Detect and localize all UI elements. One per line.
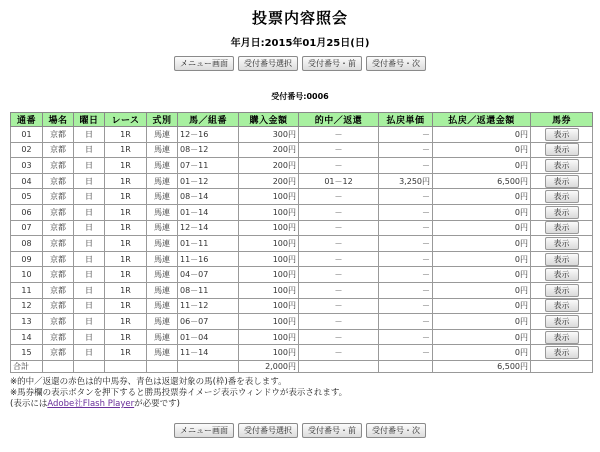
row-payout: 0円 <box>433 127 531 143</box>
show-ticket-button[interactable]: 表示 <box>545 268 579 281</box>
row-no: 08 <box>11 236 43 252</box>
row-no: 04 <box>11 173 43 189</box>
show-ticket-button[interactable]: 表示 <box>545 346 579 359</box>
table-row <box>11 314 593 330</box>
row-race: 1R <box>105 298 147 314</box>
row-no: 05 <box>11 189 43 205</box>
row-hit: － <box>299 158 379 174</box>
row-race: 1R <box>105 267 147 283</box>
row-type: 馬連 <box>147 345 178 361</box>
empty-cell <box>531 360 593 372</box>
note-suffix: が必要です) <box>134 399 180 409</box>
row-amount: 300円 <box>239 127 299 143</box>
row-place: 京都 <box>43 127 74 143</box>
row-combo: 06－07 <box>178 314 239 330</box>
row-unit: － <box>379 189 433 205</box>
row-no: 15 <box>11 345 43 361</box>
row-race: 1R <box>105 142 147 158</box>
row-hit: － <box>299 345 379 361</box>
receipt-number: 受付番号:0006 <box>271 92 329 101</box>
row-day: 日 <box>74 251 105 267</box>
row-day: 日 <box>74 220 105 236</box>
show-ticket-button[interactable]: 表示 <box>545 237 579 250</box>
table-row <box>11 329 593 345</box>
row-hit: － <box>299 220 379 236</box>
row-payout: 0円 <box>433 282 531 298</box>
row-hit: － <box>299 282 379 298</box>
row-amount: 200円 <box>239 173 299 189</box>
row-day: 日 <box>74 142 105 158</box>
col-header-race: レース <box>105 113 147 127</box>
row-hit: － <box>299 127 379 143</box>
total-label: 合計 <box>11 360 43 372</box>
row-unit: － <box>379 236 433 252</box>
row-type: 馬連 <box>147 298 178 314</box>
row-amount: 100円 <box>239 204 299 220</box>
empty-cell <box>147 360 178 372</box>
total-payout: 6,500円 <box>433 360 531 372</box>
col-header-combo: 馬／組番 <box>178 113 239 127</box>
row-hit: － <box>299 189 379 205</box>
col-header-unit: 払戻単価 <box>379 113 433 127</box>
row-race: 1R <box>105 314 147 330</box>
row-type: 馬連 <box>147 127 178 143</box>
row-day: 日 <box>74 189 105 205</box>
table-row <box>11 127 593 143</box>
row-race: 1R <box>105 329 147 345</box>
show-ticket-button[interactable]: 表示 <box>545 190 579 203</box>
row-ticket <box>531 314 593 330</box>
row-payout: 0円 <box>433 142 531 158</box>
row-combo: 04－07 <box>178 267 239 283</box>
row-combo: 01－14 <box>178 204 239 220</box>
row-ticket <box>531 204 593 220</box>
table-row <box>11 142 593 158</box>
table-row <box>11 173 593 189</box>
row-unit: － <box>379 142 433 158</box>
row-day: 日 <box>74 329 105 345</box>
col-header-place: 場名 <box>43 113 74 127</box>
row-combo: 12－14 <box>178 220 239 236</box>
table-row <box>11 298 593 314</box>
empty-cell <box>379 360 433 372</box>
row-type: 馬連 <box>147 267 178 283</box>
row-unit: － <box>379 204 433 220</box>
row-day: 日 <box>74 298 105 314</box>
col-header-payout: 払戻／返還金額 <box>433 113 531 127</box>
row-combo: 08－14 <box>178 189 239 205</box>
row-day: 日 <box>74 236 105 252</box>
row-amount: 200円 <box>239 158 299 174</box>
row-race: 1R <box>105 220 147 236</box>
row-no: 11 <box>11 282 43 298</box>
row-no: 01 <box>11 127 43 143</box>
row-unit: － <box>379 251 433 267</box>
receipt-select-button[interactable]: 受付番号選択 <box>238 423 298 438</box>
row-amount: 200円 <box>239 142 299 158</box>
row-type: 馬連 <box>147 251 178 267</box>
row-no: 14 <box>11 329 43 345</box>
receipt-next-button[interactable]: 受付番号・次 <box>366 423 426 438</box>
row-payout: 0円 <box>433 329 531 345</box>
show-ticket-button[interactable]: 表示 <box>545 159 579 172</box>
row-no: 02 <box>11 142 43 158</box>
show-ticket-button[interactable]: 表示 <box>545 315 579 328</box>
row-payout: 0円 <box>433 220 531 236</box>
show-ticket-button[interactable]: 表示 <box>545 221 579 234</box>
table-row <box>11 204 593 220</box>
row-type: 馬連 <box>147 282 178 298</box>
bottom-nav-buttons <box>0 423 600 438</box>
row-hit: － <box>299 314 379 330</box>
show-ticket-button[interactable]: 表示 <box>545 206 579 219</box>
row-no: 07 <box>11 220 43 236</box>
row-hit: － <box>299 236 379 252</box>
row-amount: 100円 <box>239 329 299 345</box>
row-unit: － <box>379 267 433 283</box>
receipt-next-button[interactable]: 受付番号・次 <box>366 56 426 71</box>
row-type: 馬連 <box>147 329 178 345</box>
row-place: 京都 <box>43 142 74 158</box>
show-ticket-button[interactable]: 表示 <box>545 284 579 297</box>
row-combo: 11－16 <box>178 251 239 267</box>
receipt-select-button[interactable]: 受付番号選択 <box>238 56 298 71</box>
row-place: 京都 <box>43 314 74 330</box>
row-combo: 08－12 <box>178 142 239 158</box>
row-payout: 0円 <box>433 345 531 361</box>
row-day: 日 <box>74 127 105 143</box>
row-combo: 01－12 <box>178 173 239 189</box>
row-payout: 0円 <box>433 251 531 267</box>
row-race: 1R <box>105 282 147 298</box>
row-type: 馬連 <box>147 158 178 174</box>
table-row <box>11 236 593 252</box>
show-ticket-button[interactable]: 表示 <box>545 128 579 141</box>
row-unit: － <box>379 158 433 174</box>
row-ticket <box>531 345 593 361</box>
total-amount: 2,000円 <box>239 360 299 372</box>
row-place: 京都 <box>43 189 74 205</box>
row-place: 京都 <box>43 345 74 361</box>
table-row <box>11 189 593 205</box>
receipt-prev-button[interactable]: 受付番号・前 <box>302 423 362 438</box>
menu-screen-button[interactable]: メニュー画面 <box>174 423 234 438</box>
row-day: 日 <box>74 173 105 189</box>
table-row <box>11 267 593 283</box>
row-unit: － <box>379 345 433 361</box>
row-unit: － <box>379 298 433 314</box>
row-race: 1R <box>105 251 147 267</box>
total-row <box>11 360 593 372</box>
row-hit: － <box>299 142 379 158</box>
row-amount: 100円 <box>239 189 299 205</box>
row-amount: 100円 <box>239 314 299 330</box>
col-header-amount: 購入金額 <box>239 113 299 127</box>
row-place: 京都 <box>43 298 74 314</box>
row-hit: － <box>299 267 379 283</box>
row-ticket <box>531 251 593 267</box>
show-ticket-button[interactable]: 表示 <box>545 331 579 344</box>
row-day: 日 <box>74 267 105 283</box>
note-line-3 <box>10 399 347 410</box>
table-row <box>11 158 593 174</box>
empty-cell <box>43 360 74 372</box>
row-race: 1R <box>105 236 147 252</box>
row-type: 馬連 <box>147 142 178 158</box>
row-combo: 11－14 <box>178 345 239 361</box>
row-ticket <box>531 189 593 205</box>
row-race: 1R <box>105 204 147 220</box>
row-combo: 01－04 <box>178 329 239 345</box>
row-ticket <box>531 142 593 158</box>
row-ticket <box>531 127 593 143</box>
table-row <box>11 345 593 361</box>
row-place: 京都 <box>43 220 74 236</box>
col-header-day: 曜日 <box>74 113 105 127</box>
row-amount: 100円 <box>239 282 299 298</box>
date-label: 年月日:2015年01月25日(日) <box>230 38 370 49</box>
note-line-1: ※的中／返還の赤色は的中馬券、青色は返還対象の馬(枠)番を表します。 <box>10 377 287 387</box>
empty-cell <box>178 360 239 372</box>
row-hit: － <box>299 251 379 267</box>
row-place: 京都 <box>43 329 74 345</box>
show-ticket-button[interactable]: 表示 <box>545 175 579 188</box>
row-type: 馬連 <box>147 236 178 252</box>
row-ticket <box>531 173 593 189</box>
row-payout: 0円 <box>433 298 531 314</box>
row-combo: 12－16 <box>178 127 239 143</box>
menu-screen-button[interactable]: メニュー画面 <box>174 56 234 71</box>
row-hit: － <box>299 204 379 220</box>
row-combo: 08－11 <box>178 282 239 298</box>
row-payout: 0円 <box>433 236 531 252</box>
row-ticket <box>531 282 593 298</box>
show-ticket-button[interactable]: 表示 <box>545 299 579 312</box>
row-race: 1R <box>105 158 147 174</box>
row-combo: 07－11 <box>178 158 239 174</box>
row-place: 京都 <box>43 282 74 298</box>
row-place: 京都 <box>43 236 74 252</box>
row-day: 日 <box>74 204 105 220</box>
row-no: 09 <box>11 251 43 267</box>
row-place: 京都 <box>43 251 74 267</box>
row-type: 馬連 <box>147 173 178 189</box>
row-race: 1R <box>105 189 147 205</box>
row-ticket <box>531 220 593 236</box>
row-day: 日 <box>74 282 105 298</box>
row-place: 京都 <box>43 173 74 189</box>
show-ticket-button[interactable]: 表示 <box>545 143 579 156</box>
row-unit: － <box>379 329 433 345</box>
col-header-ticket: 馬券 <box>531 113 593 127</box>
row-amount: 100円 <box>239 345 299 361</box>
row-place: 京都 <box>43 204 74 220</box>
table-row <box>11 251 593 267</box>
row-type: 馬連 <box>147 314 178 330</box>
row-no: 06 <box>11 204 43 220</box>
top-nav-buttons <box>0 56 600 71</box>
row-payout: 0円 <box>433 189 531 205</box>
bets-table <box>10 112 593 373</box>
row-payout: 0円 <box>433 158 531 174</box>
row-day: 日 <box>74 345 105 361</box>
row-ticket <box>531 329 593 345</box>
empty-cell <box>74 360 105 372</box>
flash-player-link[interactable]: Adobe社Flash Player <box>47 399 135 409</box>
col-header-hit: 的中／返還 <box>299 113 379 127</box>
row-payout: 0円 <box>433 204 531 220</box>
row-no: 12 <box>11 298 43 314</box>
row-ticket <box>531 298 593 314</box>
col-header-type: 式別 <box>147 113 178 127</box>
row-ticket <box>531 267 593 283</box>
row-amount: 100円 <box>239 267 299 283</box>
table-row <box>11 282 593 298</box>
page-title: 投票内容照会 <box>251 9 348 27</box>
row-payout: 6,500円 <box>433 173 531 189</box>
row-unit: 3,250円 <box>379 173 433 189</box>
row-unit: － <box>379 282 433 298</box>
row-type: 馬連 <box>147 189 178 205</box>
table-header-row <box>11 113 593 127</box>
row-amount: 100円 <box>239 251 299 267</box>
row-amount: 100円 <box>239 220 299 236</box>
row-hit: 01－12 <box>299 173 379 189</box>
empty-cell <box>105 360 147 372</box>
show-ticket-button[interactable]: 表示 <box>545 253 579 266</box>
row-race: 1R <box>105 345 147 361</box>
row-hit: － <box>299 298 379 314</box>
row-place: 京都 <box>43 158 74 174</box>
row-amount: 100円 <box>239 298 299 314</box>
notes <box>10 377 347 410</box>
row-day: 日 <box>74 158 105 174</box>
row-type: 馬連 <box>147 204 178 220</box>
row-payout: 0円 <box>433 314 531 330</box>
row-unit: － <box>379 220 433 236</box>
receipt-prev-button[interactable]: 受付番号・前 <box>302 56 362 71</box>
row-no: 10 <box>11 267 43 283</box>
row-ticket <box>531 236 593 252</box>
table-row <box>11 220 593 236</box>
row-unit: － <box>379 314 433 330</box>
row-hit: － <box>299 329 379 345</box>
note-prefix: (表示には <box>10 399 48 409</box>
row-type: 馬連 <box>147 220 178 236</box>
empty-cell <box>299 360 379 372</box>
row-race: 1R <box>105 173 147 189</box>
col-header-no: 通番 <box>11 113 43 127</box>
note-line-2: ※馬券欄の表示ボタンを押下すると勝馬投票券イメージ表示ウィンドウが表示されます。 <box>10 388 348 398</box>
row-payout: 0円 <box>433 267 531 283</box>
row-place: 京都 <box>43 267 74 283</box>
row-amount: 100円 <box>239 236 299 252</box>
row-combo: 11－12 <box>178 298 239 314</box>
row-ticket <box>531 158 593 174</box>
row-unit: － <box>379 127 433 143</box>
row-race: 1R <box>105 127 147 143</box>
row-no: 13 <box>11 314 43 330</box>
row-day: 日 <box>74 314 105 330</box>
row-no: 03 <box>11 158 43 174</box>
row-combo: 01－11 <box>178 236 239 252</box>
